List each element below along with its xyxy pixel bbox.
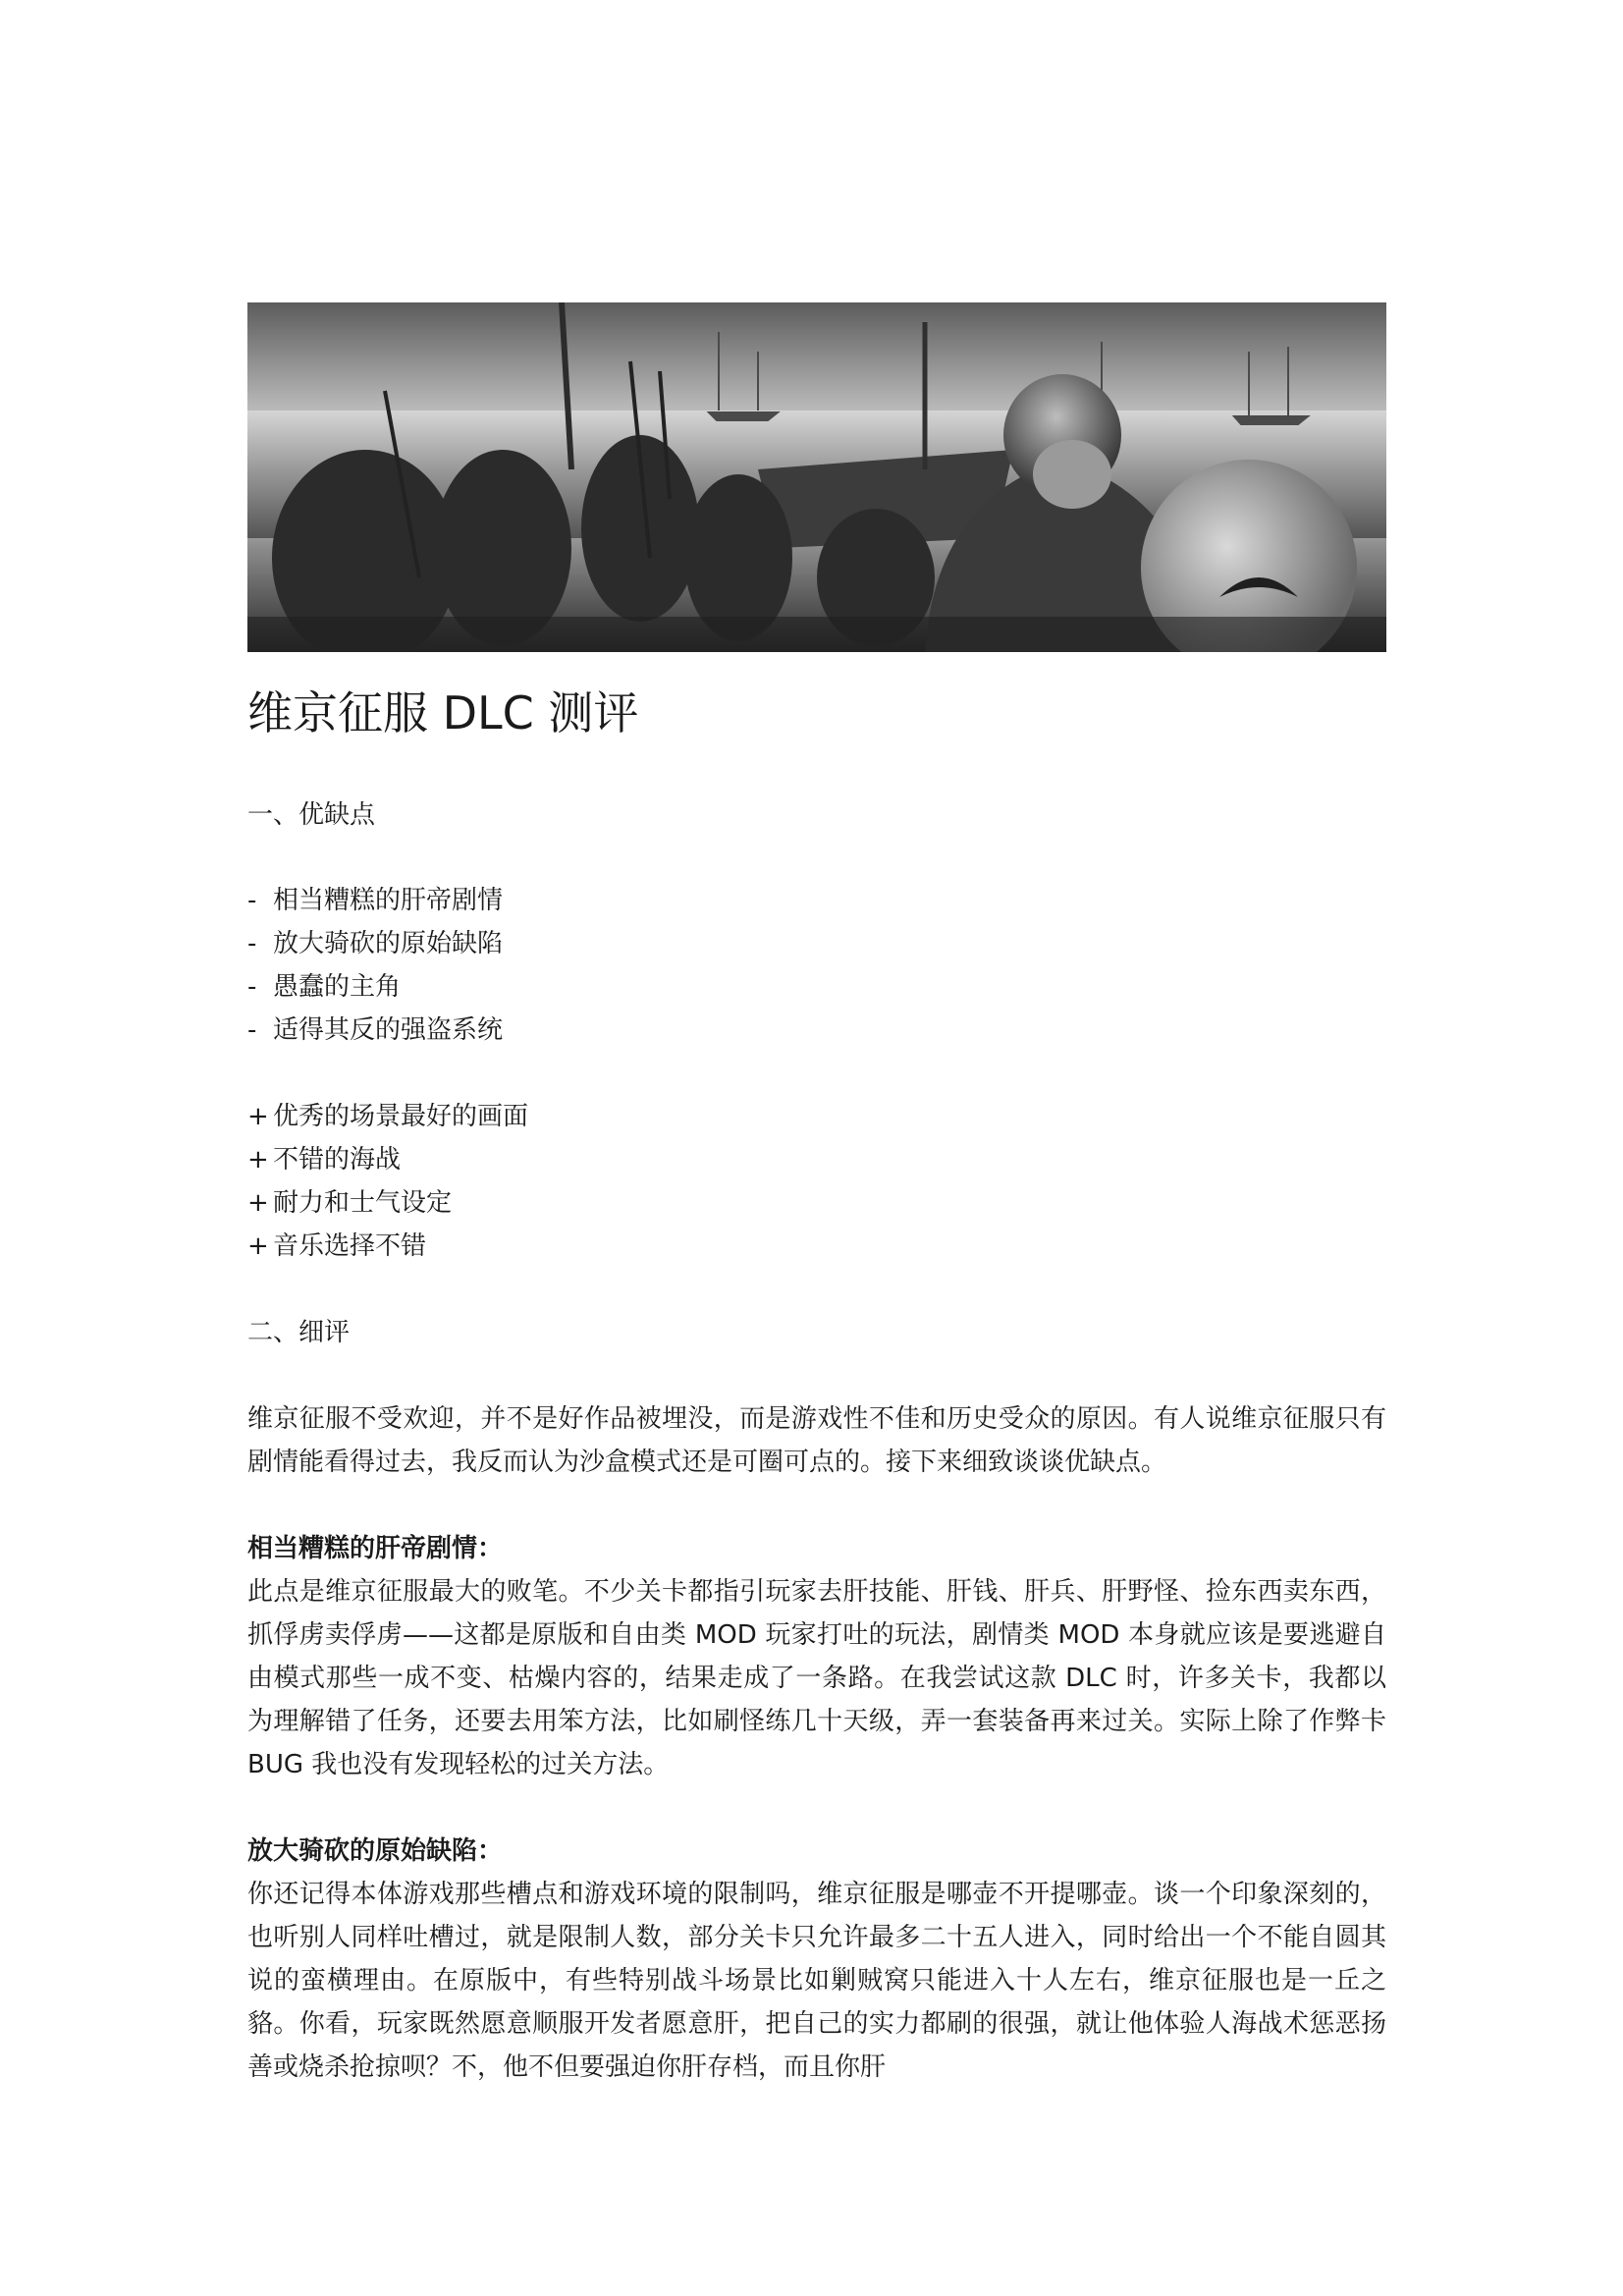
list-item: - 适得其反的强盗系统 bbox=[247, 1015, 504, 1045]
hero-image bbox=[247, 302, 1386, 652]
intro-paragraph: 维京征服不受欢迎，并不是好作品被埋没，而是游戏性不佳和历史受众的原因。有人说维京征服只有剧情能看得过去，我反而认为沙盒模式还是可圈可点的。接下来细致谈谈优缺点。 bbox=[247, 1404, 1386, 1477]
pros-list bbox=[247, 1095, 1386, 1268]
viking-battle-scene-image bbox=[247, 302, 1386, 652]
list-item: + 不错的海战 bbox=[247, 1145, 402, 1175]
paragraph-defects: 你还记得本体游戏那些槽点和游戏环境的限制吗，维京征服是哪壶不开提哪壶。谈一个印象深刻的，也听别人同样吐槽过，就是限制人数，部分关卡只允许最多二十五人进入，同时给出一个不能自圆其说的蛮横理由。在原版中，有些特别战斗场景比如剿贼窝只能进入十人左右，维京征服也是一丘之貉。你看，玩家既然愿意顺服开发者愿意肝，把自己的实力都刷的很强，就让他体验人海战术惩恶扬善或烧杀抢掠呗？不，他不但要强迫你肝存档，而且你肝 bbox=[247, 1880, 1386, 2082]
cons-list bbox=[247, 879, 1386, 1052]
list-item: + 音乐选择不错 bbox=[247, 1231, 427, 1261]
page-title: 维京征服 DLC 测评 bbox=[247, 686, 639, 739]
article-body bbox=[247, 793, 1386, 2089]
paragraph-story: 此点是维京征服最大的败笔。不少关卡都指引玩家去肝技能、肝钱、肝兵、肝野怪、捡东西卖东西，抓俘虏卖俘虏——这都是原版和自由类 MOD 玩家打吐的玩法，剧情类 MOD 本身就应该是要逃避自由模式那些一成不变、枯燥内容的，结果走成了一条路。在我尝试这款 DLC 时，许多关卡，我都以为理解错了任务，还要去用笨方法，比如刷怪练几十天级，弄一套装备再来过关。实际上除了作弊卡 BUG 我也没有发现轻松的过关方法。 bbox=[247, 1577, 1386, 1779]
list-item: - 愚蠢的主角 bbox=[247, 972, 402, 1002]
subheading-defects: 放大骑砍的原始缺陷： bbox=[247, 1836, 504, 1866]
list-item: + 耐力和士气设定 bbox=[247, 1188, 453, 1218]
list-item: + 优秀的场景最好的画面 bbox=[247, 1102, 529, 1131]
section-heading-detail: 二、细评 bbox=[247, 1318, 351, 1347]
section-heading-pros-cons: 一、优缺点 bbox=[247, 800, 376, 830]
list-item: - 放大骑砍的原始缺陷 bbox=[247, 929, 504, 958]
subheading-story: 相当糟糕的肝帝剧情： bbox=[247, 1534, 504, 1563]
list-item: - 相当糟糕的肝帝剧情 bbox=[247, 886, 504, 915]
